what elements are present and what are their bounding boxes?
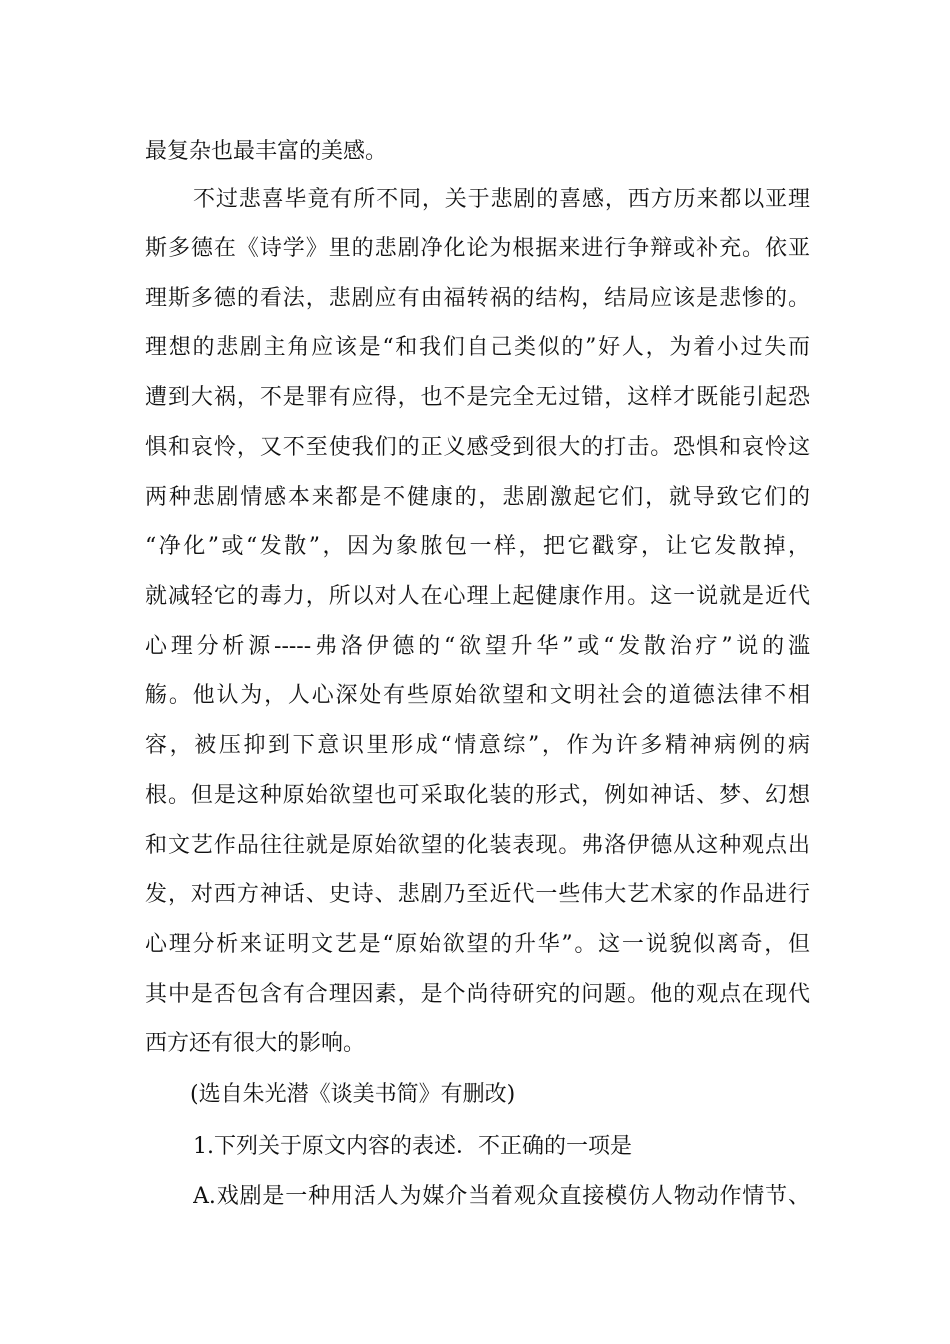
text-line-8: 两种悲剧情感本来都是不健康的，悲剧激起它们，就导致它们的	[145, 485, 810, 510]
text-line-2: 不过悲喜毕竟有所不同，关于悲剧的喜感，西方历来都以亚理	[193, 187, 810, 212]
text-line-7: 惧和哀怜，又不至使我们的正义感受到很大的打击。恐惧和哀怜这	[145, 435, 810, 460]
text-line-10: 就减轻它的毒力，所以对人在心理上起健康作用。这一说就是近代	[145, 584, 810, 609]
source-note: (选自朱光潜《谈美书简》有删改)	[190, 1082, 516, 1107]
text-line-5: 理想的悲剧主角应该是“和我们自己类似的”好人，为着小过失而	[145, 335, 810, 360]
text-line-11: 心理分析源-----弗洛伊德的“欲望升华”或“发散治疗”说的滥	[145, 634, 810, 659]
text-line-16: 发，对西方神话、史诗、悲剧乃至近代一些伟大艺术家的作品进行	[145, 882, 810, 907]
question-stem: 1.下列关于原文内容的表述．不正确的一项是	[193, 1134, 632, 1159]
question-option-a: A.戏剧是一种用活人为媒介当着观众直接模仿人物动作情节、	[193, 1184, 810, 1209]
text-line-18: 其中是否包含有合理因素，是个尚待研究的问题。他的观点在现代	[145, 982, 810, 1007]
text-line-9: “净化”或“发散”，因为象脓包一样，把它戳穿，让它发散掉，	[145, 534, 810, 559]
text-line-19: 西方还有很大的影响。	[145, 1031, 366, 1056]
text-line-1: 最复杂也最丰富的美感。	[145, 139, 388, 164]
text-line-12: 觞。他认为，人心深处有些原始欲望和文明社会的道德法律不相	[145, 683, 810, 708]
text-line-17: 心理分析来证明文艺是“原始欲望的升华”。这一说貌似离奇，但	[145, 932, 810, 957]
text-line-15: 和文艺作品往往就是原始欲望的化装表现。弗洛伊德从这种观点出	[145, 833, 810, 858]
text-line-13: 容，被压抑到下意识里形成“情意综”，作为许多精神病例的病	[145, 733, 810, 758]
text-line-3: 斯多德在《诗学》里的悲剧净化论为根据来进行争辩或补充。依亚	[145, 236, 810, 261]
text-line-14: 根。但是这种原始欲望也可采取化装的形式，例如神话、梦、幻想	[145, 783, 810, 808]
text-line-4: 理斯多德的看法，悲剧应有由福转祸的结构，结局应该是悲惨的。	[145, 286, 810, 311]
text-line-6: 遭到大祸，不是罪有应得，也不是完全无过错，这样才既能引起恐	[145, 385, 810, 410]
